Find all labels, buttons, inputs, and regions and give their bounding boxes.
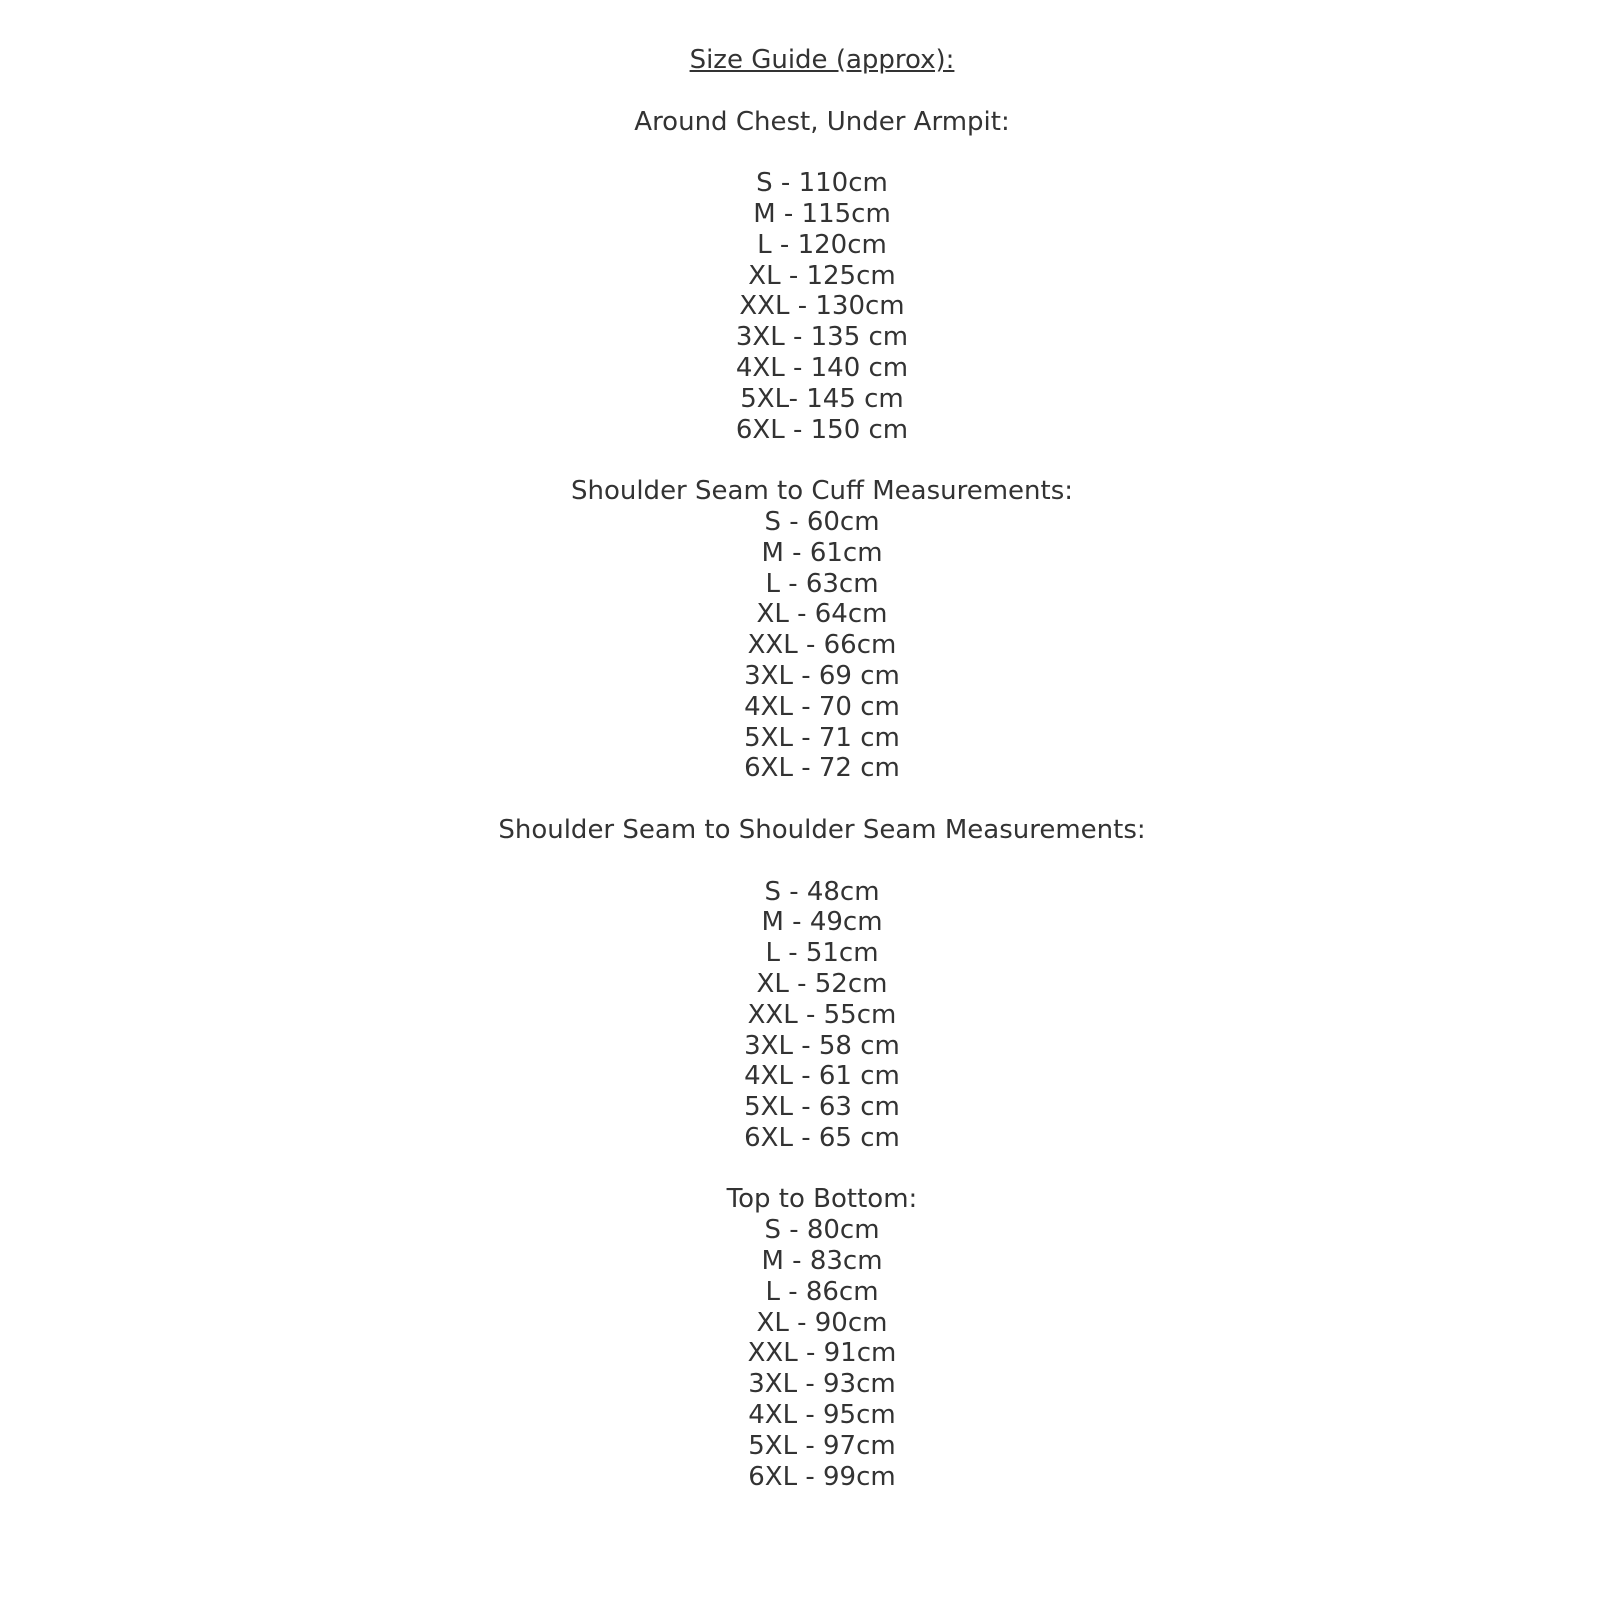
size-measurement-line: XXL - 66cm <box>747 630 897 661</box>
blank-line <box>22 846 1600 877</box>
size-measurement-line: M - 61cm <box>761 537 883 568</box>
size-measurement-line: 4XL - 70 cm <box>744 691 900 722</box>
section-heading-shoulder-to-cuff: Shoulder Seam to Cuff Measurements: <box>570 476 1074 507</box>
size-measurement-line: 4XL - 140 cm <box>735 352 909 383</box>
size-measurement-line: XL - 52cm <box>756 968 888 999</box>
size-measurement-line: M - 83cm <box>761 1246 883 1277</box>
size-measurement-line: 4XL - 61 cm <box>744 1061 900 1092</box>
section-heading-shoulder-to-shoulder: Shoulder Seam to Shoulder Seam Measurements: <box>498 814 1146 845</box>
section-shoulder-to-cuff <box>22 476 1600 784</box>
shoulder-to-cuff-size-list <box>22 507 1600 784</box>
size-measurement-line: M - 115cm <box>753 198 891 229</box>
size-measurement-line: S - 80cm <box>764 1215 880 1246</box>
size-measurement-line: 5XL - 63 cm <box>744 1092 900 1123</box>
size-measurement-line: M - 49cm <box>761 907 883 938</box>
size-measurement-line: 4XL - 95cm <box>748 1400 896 1431</box>
size-measurement-line: 5XL- 145 cm <box>740 383 904 414</box>
section-top-to-bottom <box>22 1184 1600 1492</box>
size-measurement-line: 6XL - 65 cm <box>744 1122 900 1153</box>
section-shoulder-to-shoulder <box>22 815 1600 1154</box>
size-measurement-line: 3XL - 93cm <box>748 1369 896 1400</box>
size-measurement-line: L - 120cm <box>757 229 887 260</box>
size-measurement-line: 6XL - 99cm <box>748 1461 896 1492</box>
size-measurement-line: XXL - 130cm <box>739 291 905 322</box>
size-measurement-line: XL - 125cm <box>748 260 896 291</box>
size-guide-page <box>22 0 1600 1600</box>
size-measurement-line: XL - 90cm <box>756 1307 888 1338</box>
size-measurement-line: L - 63cm <box>765 568 879 599</box>
size-measurement-line: 3XL - 69 cm <box>744 660 900 691</box>
section-heading-around-chest: Around Chest, Under Armpit: <box>634 106 1010 137</box>
blank-line <box>22 784 1600 815</box>
size-measurement-line: 6XL - 150 cm <box>735 414 909 445</box>
page-title: Size Guide (approx): <box>689 45 955 75</box>
size-measurement-line: 3XL - 58 cm <box>744 1030 900 1061</box>
size-measurement-line: XXL - 91cm <box>747 1338 897 1369</box>
section-heading-top-to-bottom: Top to Bottom: <box>726 1184 918 1215</box>
section-around-chest <box>22 107 1600 446</box>
size-measurement-line: 5XL - 71 cm <box>744 722 900 753</box>
size-measurement-line: 5XL - 97cm <box>748 1430 896 1461</box>
size-measurement-line: 3XL - 135 cm <box>735 322 909 353</box>
around-chest-size-list <box>22 168 1600 445</box>
blank-line <box>22 137 1600 168</box>
size-measurement-line: S - 60cm <box>764 506 880 537</box>
blank-line <box>22 1154 1600 1185</box>
size-measurement-line: L - 86cm <box>765 1276 879 1307</box>
size-measurement-line: XXL - 55cm <box>747 999 897 1030</box>
top-to-bottom-size-list <box>22 1215 1600 1492</box>
size-measurement-line: 6XL - 72 cm <box>744 753 900 784</box>
size-measurement-line: XL - 64cm <box>756 599 888 630</box>
size-measurement-line: L - 51cm <box>765 938 879 969</box>
size-measurement-line: S - 110cm <box>756 168 888 199</box>
size-measurement-line: S - 48cm <box>764 876 880 907</box>
blank-line <box>22 76 1600 107</box>
shoulder-to-shoulder-size-list <box>22 877 1600 1154</box>
blank-line <box>22 445 1600 476</box>
